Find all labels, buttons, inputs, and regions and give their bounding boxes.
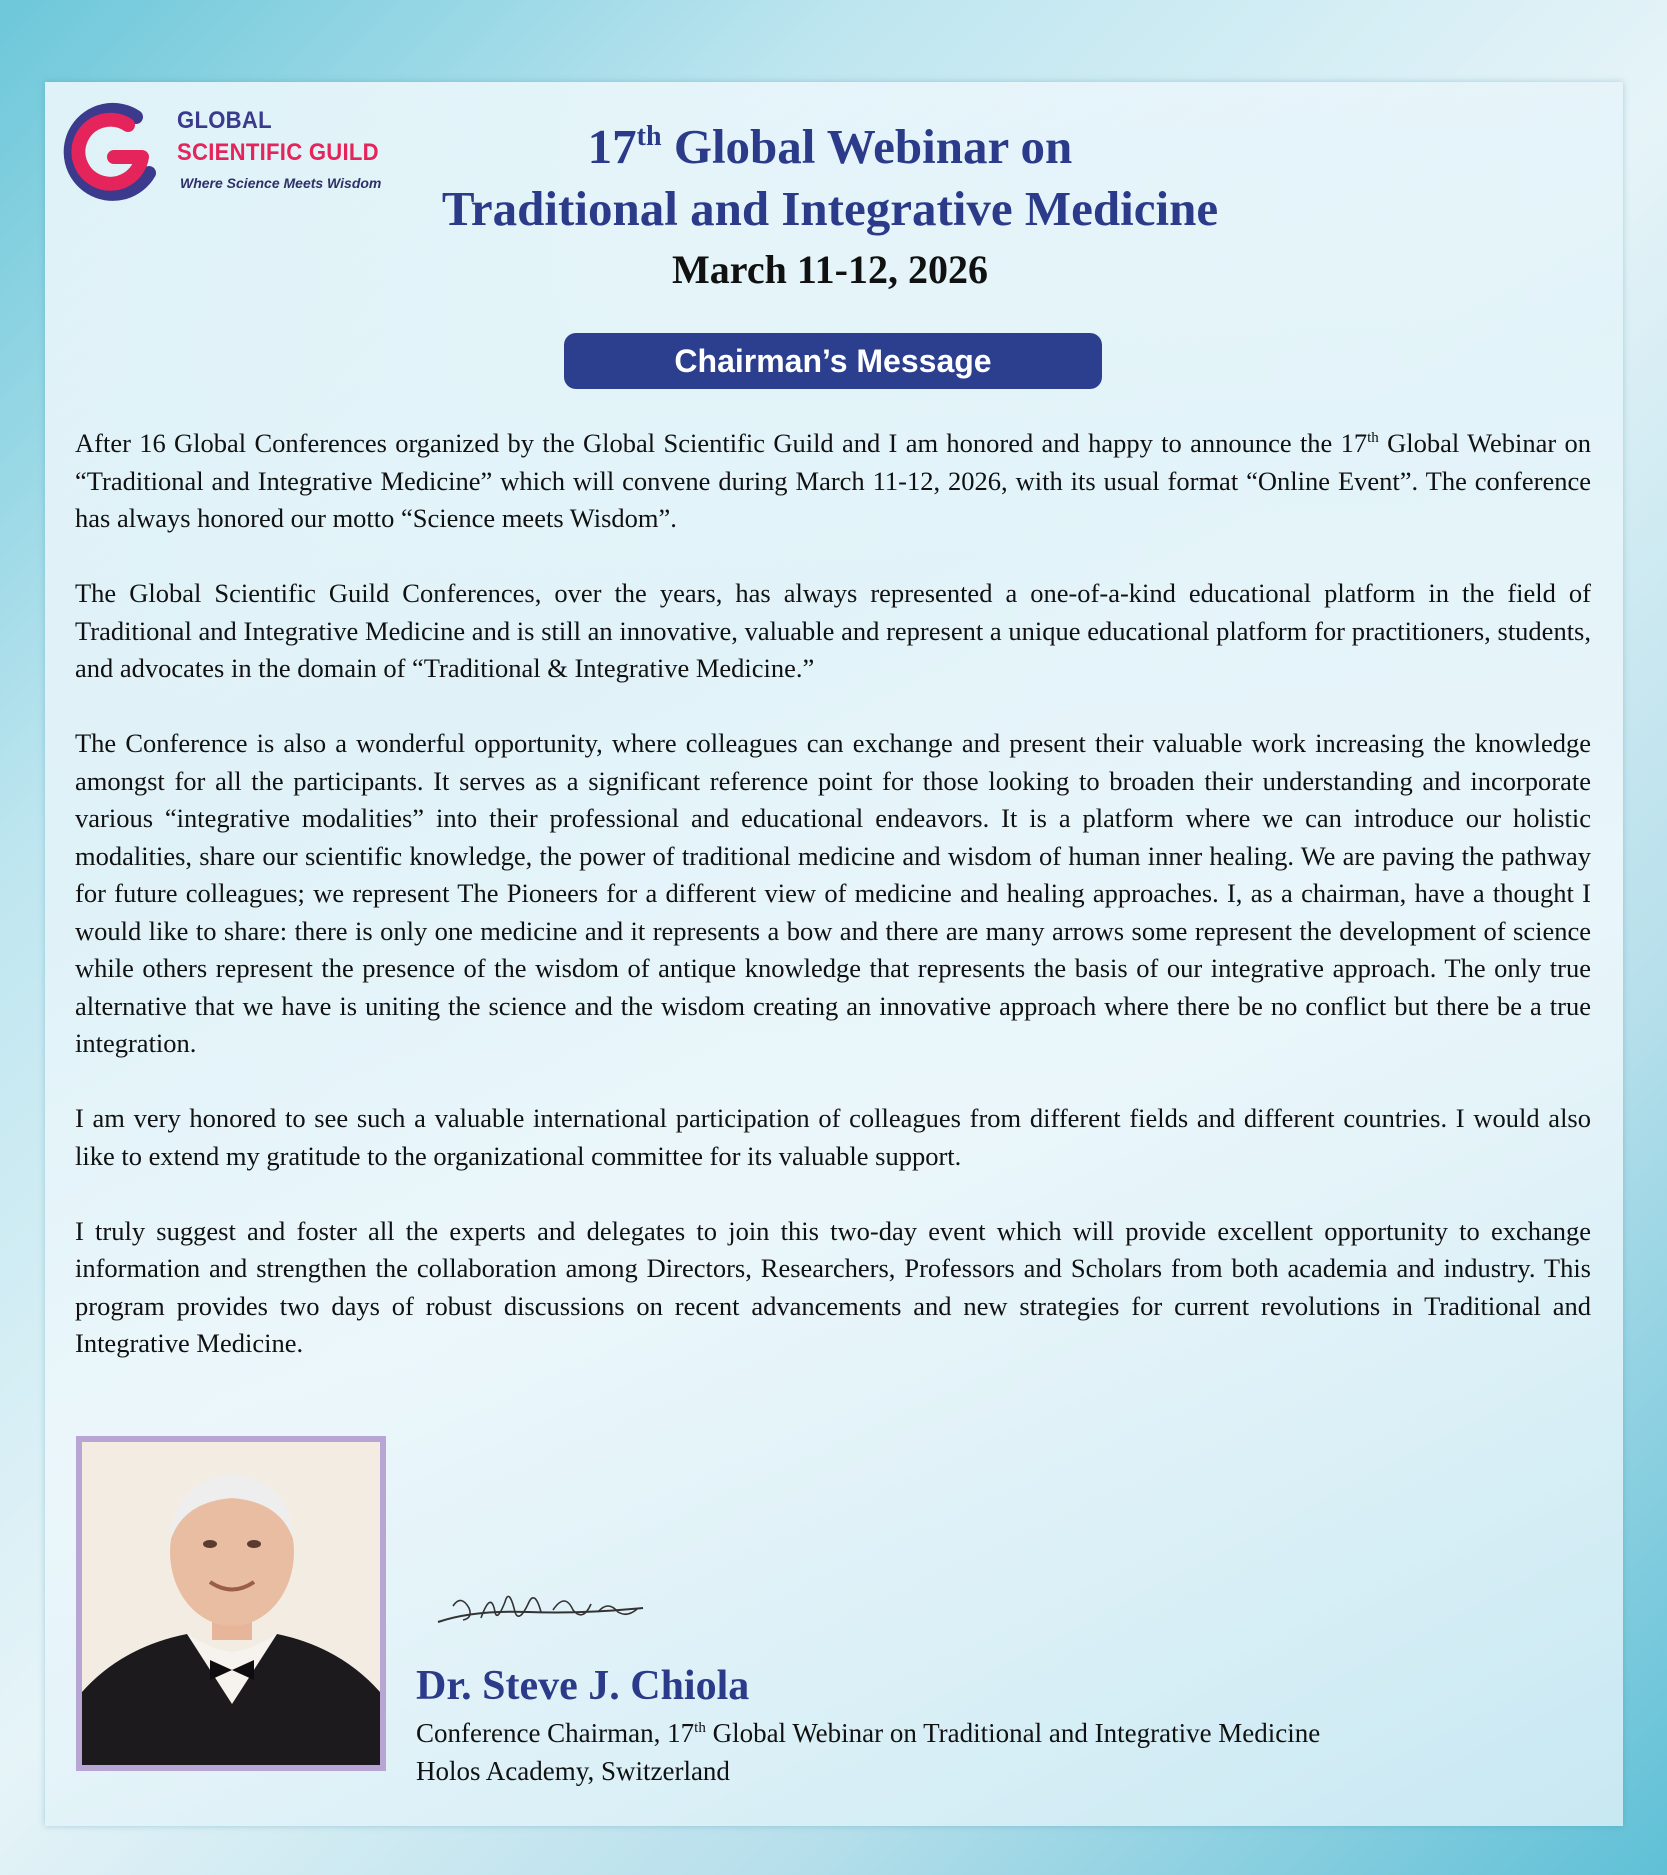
message-paragraph: I am very honored to see such a valuable international participation of colleagues from different fields and different countries. I would also like to extend my gratitude to the organizational committee for its valuable support. — [75, 1103, 1591, 1171]
handwritten-signature — [433, 1582, 653, 1637]
event-title-line1: 17th Global Webinar on — [587, 119, 1073, 174]
chairman-portrait-image — [76, 1436, 386, 1771]
event-title-line2: Traditional and Integrative Medicine — [441, 181, 1219, 236]
signer-affiliation: Holos Academy, Switzerland — [416, 1756, 730, 1786]
message-paragraph: After 16 Global Conferences organized by the Global Scientific Guild and I am honored and happy to announce the 17th Global Webinar on “Traditional and Integrative Medicine” which will convene during March 11-12, 2026, with its usual format “Online Event”. The conference has always honored our motto “Science meets Wisdom”. — [75, 428, 1591, 533]
logo-wordmark-line1: GLOBAL — [177, 107, 272, 134]
section-label-pill: Chairman’s Message — [564, 333, 1102, 389]
message-paragraph: I truly suggest and foster all the experts and delegates to join this two-day event which will provide excellent opportunity to exchange information and strengthen the collaboration among Directors, Researchers, Professors and Scholars from both academia and industry. This program provides two days of robust discussions on recent advancements and new strategies for current revolutions in Traditional and Integrative Medicine. — [75, 1215, 1591, 1358]
signer-role: Conference Chairman, 17th Global Webinar on Traditional and Integrative Medicine — [416, 1718, 1321, 1748]
message-paragraph: The Global Scientific Guild Conferences, over the years, has always represented a one-of-a-kind educational platform in the field of Traditional and Integrative Medicine and is still an innovative, valuable and represent a unique educational platform for practitioners, students, and advocates in the domain of “Traditional & Integrative Medicine.” — [75, 578, 1591, 683]
event-date: March 11-12, 2026 — [672, 247, 988, 292]
message-paragraph: The Conference is also a wonderful opportunity, where colleagues can exchange and present their valuable work increasing the knowledge amongst for all the participants. It serves as a significant reference point for those looking to broaden their understanding and incorporate various “integrative modalities” into their professional and educational endeavors. It is a platform where we can introduce our holistic modalities, share our scientific knowledge, the power of traditional medicine and wisdom of human inner healing. We are paving the pathway for future colleagues; we represent The Pioneers for a different view of medicine and healing approaches. I, as a chairman, have a thought I would like to share: there is only one medicine and it represents a bow and there are many arrows some represent the development of science while others represent the presence of the wisdom of antique knowledge that represents the basis of our integrative approach. The only true alternative that we have is uniting the science and the wisdom creating an innovative approach where there be no conflict but there be a true integration. — [75, 728, 1591, 1058]
gsg-g-logo-icon — [56, 95, 166, 205]
signer-name: Dr. Steve J. Chiola — [416, 1663, 750, 1709]
chairman-message-body — [75, 425, 1591, 1400]
logo-tagline: Where Science Meets Wisdom — [180, 175, 382, 191]
event-header — [330, 116, 1330, 300]
logo-wordmark-line2: SCIENTIFIC GUILD — [177, 139, 379, 166]
